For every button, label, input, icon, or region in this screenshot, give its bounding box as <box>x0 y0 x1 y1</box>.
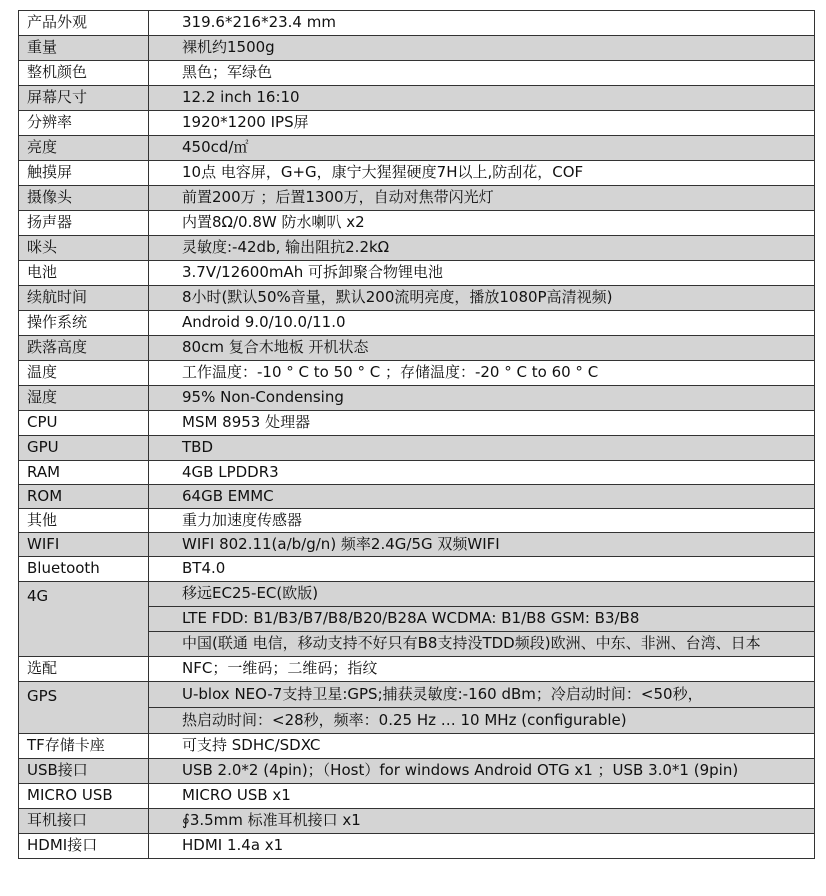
spec-label: 操作系统 <box>19 311 149 336</box>
spec-value: 3.7V/12600mAh 可拆卸聚合物锂电池 <box>149 261 815 286</box>
spec-label: TF存储卡座 <box>19 734 149 759</box>
spec-value: 裸机约1500g <box>149 36 815 61</box>
spec-value: 中国(联通 电信，移动支持不好只有B8支持没TDD频段)欧洲、中东、非洲、台湾、日本 <box>149 632 815 657</box>
spec-table-body <box>19 11 815 859</box>
spec-row <box>19 336 815 361</box>
spec-label: 电池 <box>19 261 149 286</box>
spec-value: 8小时(默认50%音量，默认200流明亮度，播放1080P高清视频) <box>149 286 815 311</box>
spec-value: 灵敏度:-42db, 输出阻抗2.2kΩ <box>149 236 815 261</box>
spec-value: 64GB EMMC <box>149 485 815 509</box>
spec-label: 续航时间 <box>19 286 149 311</box>
spec-label: 其他 <box>19 509 149 533</box>
spec-value: 319.6*216*23.4 mm <box>149 11 815 36</box>
spec-row <box>19 809 815 834</box>
spec-value: 450cd/㎡ <box>149 136 815 161</box>
spec-row <box>19 236 815 261</box>
spec-value: 1920*1200 IPS屏 <box>149 111 815 136</box>
spec-value: U-blox NEO-7支持卫星:GPS;捕获灵敏度:-160 dBm；冷启动时间：<50秒， <box>149 682 815 708</box>
spec-row <box>19 11 815 36</box>
spec-value: 12.2 inch 16:10 <box>149 86 815 111</box>
spec-label: 跌落高度 <box>19 336 149 361</box>
spec-label: 分辨率 <box>19 111 149 136</box>
spec-value: 内置8Ω/0.8W 防水喇叭 x2 <box>149 211 815 236</box>
spec-label: Bluetooth <box>19 557 149 582</box>
spec-value: WIFI 802.11(a/b/g/n) 频率2.4G/5G 双频WIFI <box>149 533 815 557</box>
spec-label: MICRO USB <box>19 784 149 809</box>
spec-label: 4G <box>19 582 149 657</box>
spec-label: WIFI <box>19 533 149 557</box>
spec-label: 整机颜色 <box>19 61 149 86</box>
spec-row <box>19 436 815 461</box>
spec-value: 可支持 SDHC/SDXC <box>149 734 815 759</box>
spec-row <box>19 61 815 86</box>
spec-value: BT4.0 <box>149 557 815 582</box>
spec-value: USB 2.0*2 (4pin)；（Host）for windows Android OTG x1 ；USB 3.0*1 (9pin) <box>149 759 815 784</box>
spec-row <box>19 784 815 809</box>
spec-label: 亮度 <box>19 136 149 161</box>
spec-value: LTE FDD: B1/B3/B7/B8/B20/B28A WCDMA: B1/B8 GSM: B3/B8 <box>149 607 815 632</box>
spec-row <box>19 759 815 784</box>
spec-value: Android 9.0/10.0/11.0 <box>149 311 815 336</box>
spec-row <box>19 136 815 161</box>
spec-label: 屏幕尺寸 <box>19 86 149 111</box>
spec-value: MSM 8953 处理器 <box>149 411 815 436</box>
spec-row <box>19 485 815 509</box>
spec-label: 产品外观 <box>19 11 149 36</box>
spec-value: MICRO USB x1 <box>149 784 815 809</box>
spec-value: 10点 电容屏，G+G，康宁大猩猩硬度7H以上,防刮花，COF <box>149 161 815 186</box>
spec-value: TBD <box>149 436 815 461</box>
spec-row <box>19 557 815 582</box>
spec-label: CPU <box>19 411 149 436</box>
spec-label: 触摸屏 <box>19 161 149 186</box>
spec-label: HDMI接口 <box>19 834 149 859</box>
spec-value: 热启动时间：<28秒，频率：0.25 Hz … 10 MHz (configurable) <box>149 708 815 734</box>
spec-row <box>19 86 815 111</box>
spec-value: 重力加速度传感器 <box>149 509 815 533</box>
spec-row <box>19 533 815 557</box>
spec-row <box>19 509 815 533</box>
spec-row <box>19 311 815 336</box>
spec-table <box>18 10 815 859</box>
spec-value: 工作温度：-10 ° C to 50 ° C ；存储温度：-20 ° C to 60 ° C <box>149 361 815 386</box>
spec-label: USB接口 <box>19 759 149 784</box>
spec-label: 扬声器 <box>19 211 149 236</box>
spec-value: 4GB LPDDR3 <box>149 461 815 485</box>
spec-row <box>19 261 815 286</box>
spec-value: 移远EC25-EC(欧版) <box>149 582 815 607</box>
spec-row <box>19 111 815 136</box>
spec-label: GPS <box>19 682 149 734</box>
spec-value: 前置200万 ；后置1300万，自动对焦带闪光灯 <box>149 186 815 211</box>
spec-label: 湿度 <box>19 386 149 411</box>
spec-row <box>19 657 815 682</box>
spec-value: 80cm 复合木地板 开机状态 <box>149 336 815 361</box>
spec-label: 选配 <box>19 657 149 682</box>
spec-value: NFC；一维码；二维码；指纹 <box>149 657 815 682</box>
spec-row <box>19 361 815 386</box>
spec-row <box>19 834 815 859</box>
spec-value: HDMI 1.4a x1 <box>149 834 815 859</box>
spec-row <box>19 186 815 211</box>
spec-row <box>19 582 815 607</box>
spec-label: GPU <box>19 436 149 461</box>
spec-row <box>19 161 815 186</box>
spec-value: 95% Non-Condensing <box>149 386 815 411</box>
spec-label: 耳机接口 <box>19 809 149 834</box>
spec-label: ROM <box>19 485 149 509</box>
spec-row <box>19 682 815 708</box>
spec-row <box>19 286 815 311</box>
spec-value: 黑色；军绿色 <box>149 61 815 86</box>
spec-label: 温度 <box>19 361 149 386</box>
spec-row <box>19 386 815 411</box>
spec-row <box>19 36 815 61</box>
spec-row <box>19 461 815 485</box>
spec-row <box>19 734 815 759</box>
spec-label: 重量 <box>19 36 149 61</box>
spec-value: ∮3.5mm 标准耳机接口 x1 <box>149 809 815 834</box>
spec-label: 咪头 <box>19 236 149 261</box>
spec-label: RAM <box>19 461 149 485</box>
spec-label: 摄像头 <box>19 186 149 211</box>
spec-row <box>19 211 815 236</box>
spec-row <box>19 411 815 436</box>
